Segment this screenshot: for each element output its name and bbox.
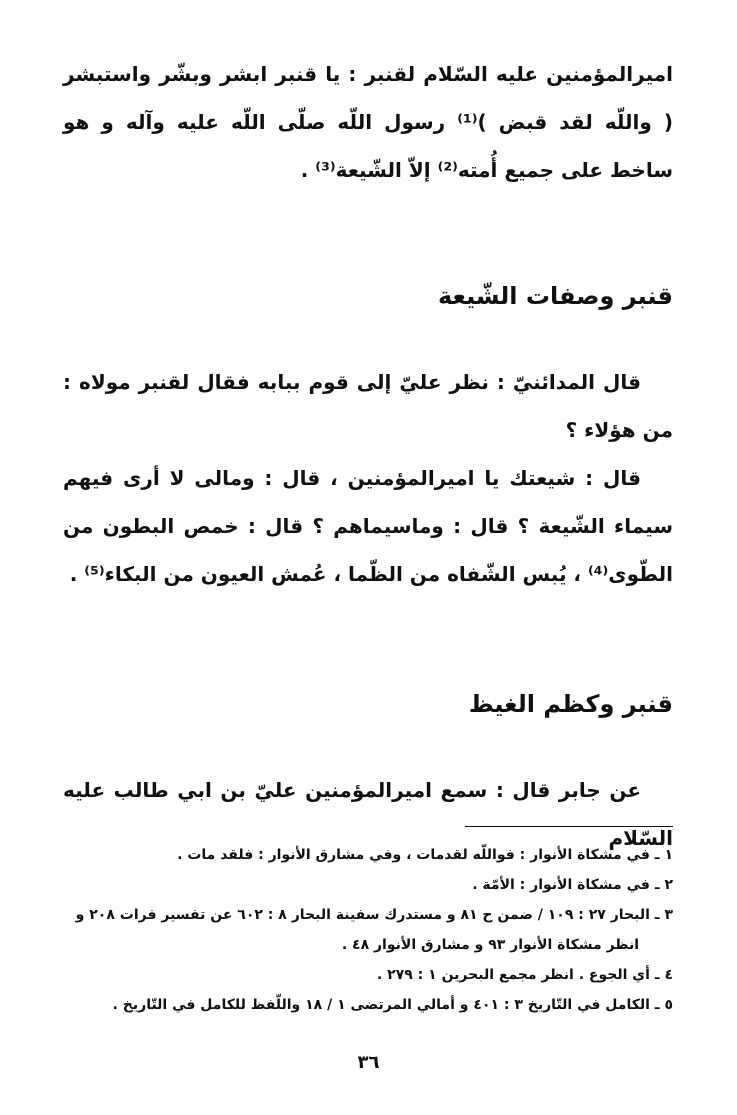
section-heading-restraining-anger: قنبر وكظم الغيظ: [468, 690, 673, 718]
footnote-1: ١ ـ في مشكاة الأنوار : فواللّه لقدمات ، وفي مشارق الأنوار : فلقد مات .: [177, 847, 673, 863]
footnote-2: ٢ ـ في مشكاة الأنوار : الأمّة .: [472, 877, 673, 893]
footnotes-list: [63, 840, 673, 1020]
paragraph-madaini-narration: قال المدائنيّ : نظر عليّ إلى قوم ببابه فقال لقنبر مولاه : من هؤلاء ؟: [63, 370, 673, 442]
paragraph-shia-signs: قال : شيعتك يا اميرالمؤمنين ، قال : ومالى لا أرى فيهم سيماء الشّيعة ؟ قال : وماسيماهم ؟ قال : خمص البطون من الطّوى⁽⁴⁾ ، يُبس الشّفاه من الظّما ، عُمش العيون من البكاء⁽⁵⁾ .: [63, 466, 673, 586]
footnote-separator: [465, 826, 673, 827]
page-number: ٣٦: [357, 1052, 380, 1073]
paragraph-jabir-narration: عن جابر قال : سمع اميرالمؤمنين عليّ بن ابي طالب عليه السّلام: [63, 778, 673, 850]
section-heading-shia-traits: قنبر وصفات الشّيعة: [437, 282, 673, 310]
footnote-4: ٤ ـ أي الجوع . انظر مجمع البحرين ١ : ٢٧٩ .: [376, 967, 673, 983]
footnote-3: ٣ ـ البحار ٢٧ : ١٠٩ / ضمن ح ٨١ و مستدرك سفينة البحار ٨ : ٦٠٢ عن تفسير فرات ٢٠٨ و انظر مشكاة الأنوار ٩٣ و مشارق الأنوار ٤٨ .: [75, 907, 673, 953]
footnote-5: ٥ ـ الكامل في التّاريخ ٣ : ٤٠١ و أمالي المرتضى ١ / ١٨ واللّفظ للكامل في التّاريخ .: [112, 997, 673, 1013]
paragraph-qanbar-glad-tidings: اميرالمؤمنين عليه السّلام لقنبر : يا قنبر ابشر وبشّر واستبشر ( واللّه لقد قبض )⁽¹⁾ رسول اللّه صلّى اللّه عليه وآله و هو ساخط على جميع أُمته⁽²⁾ إلاّ الشّيعة⁽³⁾ .: [63, 62, 673, 182]
